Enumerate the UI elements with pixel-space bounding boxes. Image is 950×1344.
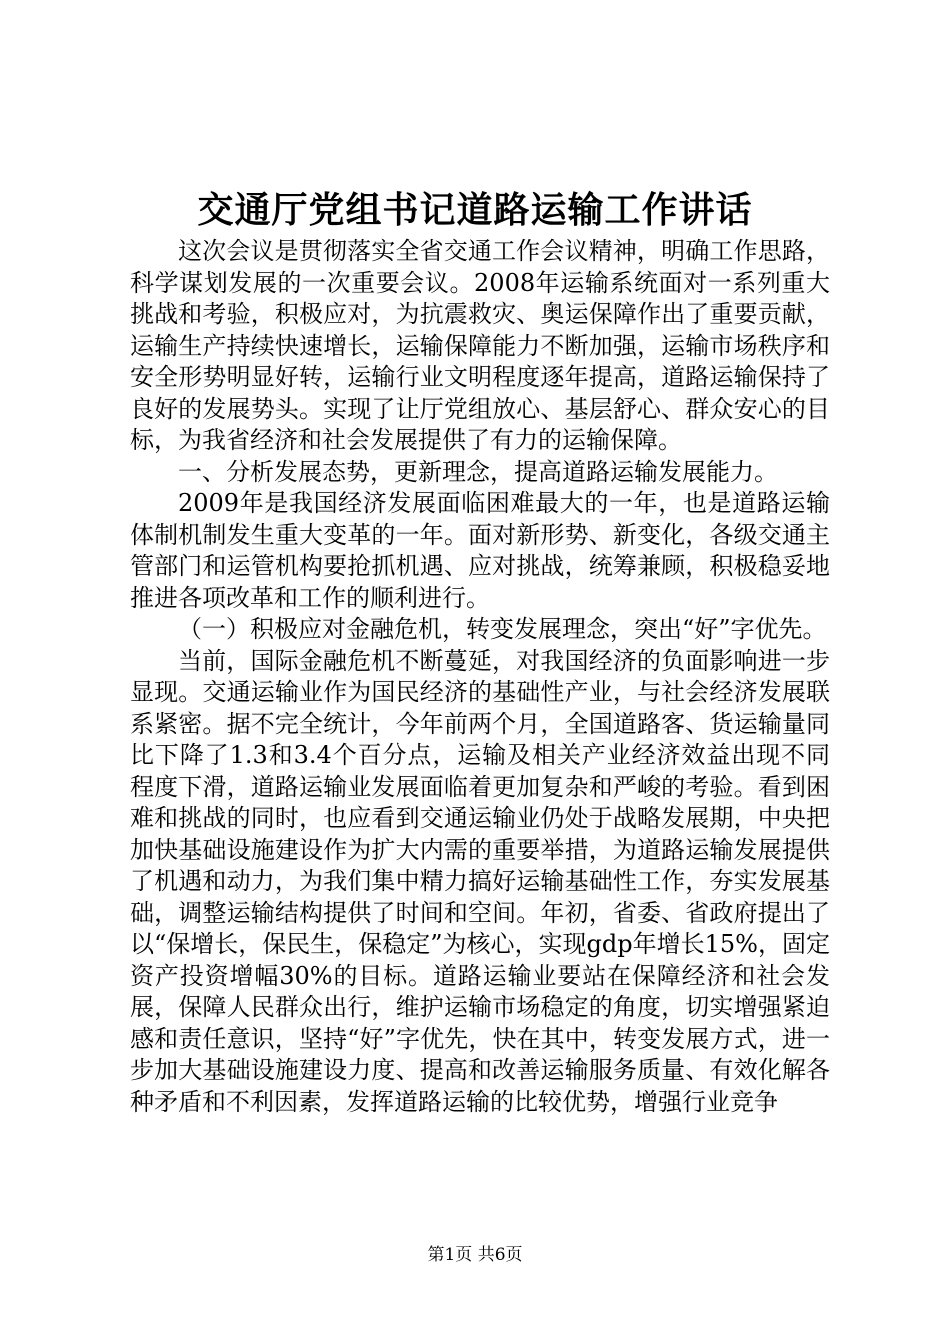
subsection-heading-1: （一）积极应对金融危机，转变发展理念，突出“好”字优先。 <box>178 615 827 643</box>
document-title: 交通厅党组书记道路运输工作讲话 <box>197 189 753 231</box>
paragraph-2009: 2009年是我国经济发展面临困难最大的一年，也是道路运输体制机制发生重大变革的一年。面对新形势、新变化，各级交通主管部门和运管机构要抢抓机遇、应对挑战，统筹兼顾，积极稳妥地推进各项改革和工作的顺利进行。 <box>130 489 830 612</box>
document-body <box>130 236 830 1118</box>
page-footer: 第1页 共6页 <box>427 1245 523 1265</box>
section-heading-1: 一、分析发展态势，更新理念，提高道路运输发展能力。 <box>178 457 778 486</box>
paragraph-intro: 这次会议是贯彻落实全省交通工作会议精神，明确工作思路，科学谋划发展的一次重要会议。2008年运输系统面对一系列重大挑战和考验，积极应对，为抗震救灾、奥运保障作出了重要贡献，运输生产持续快速增长，运输保障能力不断加强，运输市场秩序和安全形势明显好转，运输行业文明程度逐年提高，道路运输保持了良好的发展势头。实现了让厅党组放心、基层舒心、群众安心的目标，为我省经济和社会发展提供了有力的运输保障。 <box>130 237 830 454</box>
paragraph-financial-crisis: 当前，国际金融危机不断蔓延，对我国经济的负面影响进一步显现。交通运输业作为国民经济的基础性产业，与社会经济发展联系紧密。据不完全统计，今年前两个月，全国道路客、货运输量同比下降了1.3和3.4个百分点，运输及相关产业经济效益出现不同程度下滑，道路运输业发展面临着更加复杂和严峻的考验。看到困难和挑战的同时，也应看到交通运输业仍处于战略发展期，中央把加快基础设施建设作为扩大内需的重要举措，为道路运输发展提供了机遇和动力，为我们集中精力搞好运输基础性工作，夯实发展基础，调整运输结构提供了时间和空间。年初，省委、省政府提出了以“保增长，保民生，保稳定”为核心，实现gdp年增长15%，固定资产投资增幅30%的目标。道路运输业要站在保障经济和社会发展，保障人民群众出行，维护运输市场稳定的角度，切实增强紧迫感和责任意识，坚持“好”字优先，快在其中，转变发展方式，进一步加大基础设施建设力度、提高和改善运输服务质量、有效化解各种矛盾和不利因素，发挥道路运输的比较优势，增强行业竞争 <box>130 646 830 1116</box>
